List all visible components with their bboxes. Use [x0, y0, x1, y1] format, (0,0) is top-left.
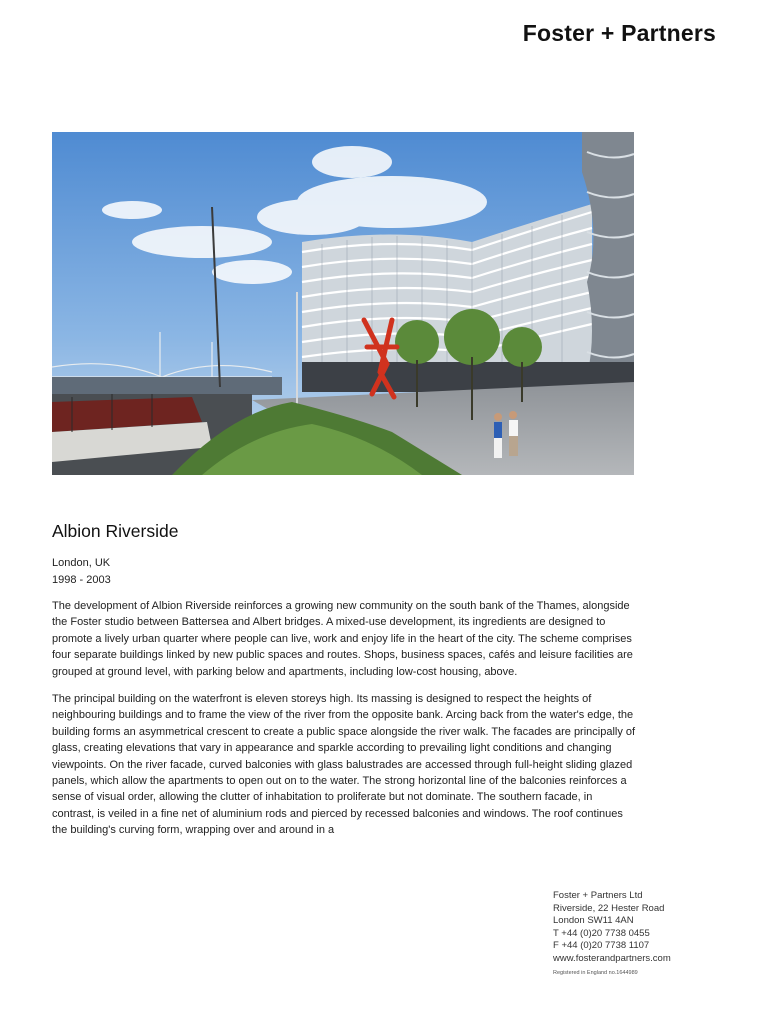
project-photo [52, 132, 634, 475]
project-title: Albion Riverside [52, 521, 179, 541]
project-meta [52, 555, 111, 588]
fax-number: F +44 (0)20 7738 1107 [553, 940, 650, 952]
registration-note: Registered in England no.1644989 [553, 969, 638, 976]
phone-number: T +44 (0)20 7738 0455 [553, 927, 650, 939]
company-address [553, 890, 671, 978]
project-description [52, 598, 636, 850]
project-location: London, UK [52, 557, 111, 569]
website-link[interactable]: www.fosterandpartners.com [553, 952, 671, 964]
company-logo: Foster + Partners [522, 20, 716, 46]
project-years: 1998 - 2003 [52, 573, 111, 586]
address-line: London SW11 4AN [553, 915, 634, 927]
address-line: Riverside, 22 Hester Road [553, 902, 665, 914]
description-paragraph: The development of Albion Riverside reinforces a growing new community on the south bank of the Thames, alongside the Foster studio between Battersea and Albert bridges. A mixed-use development, its ingredients are designed to promote a lively urban quarter where people can live, work and enjoy life in the heart of the city. The scheme comprises four separate buildings linked by new public spaces and routes. Shops, business spaces, cafés and leisure facilities are grouped at ground level, with parking below and apartments, including low-cost housing, above. [52, 600, 633, 678]
description-paragraph: The principal building on the waterfront is eleven storeys high. Its massing is designed to respect the heights of neighbouring buildings and to frame the view of the river from the opposite bank. Arcing back from the water's edge, the building forms an asymmetrical crescent to create a public space alongside the river walk. The facades are principally of glass, creating elevations that vary in appearance and sparkle according to prevailing light conditions and changing viewpoints. On the river facade, curved balconies with glass balustrades are accessed through full-height sliding glazed panels, which allow the apartments to open out on to the water. The strong horizontal line of the balconies reinforces a sense of visual order, allowing the clutter of inhabitation to proliferate but not dominate. The southern facade, in contrast, is veiled in a fine net of aluminium rods and pierced by recessed balconies and windows. The roof continues the building's curving form, wrapping over and around in a [52, 693, 636, 837]
company-name: Foster + Partners Ltd [553, 890, 643, 901]
